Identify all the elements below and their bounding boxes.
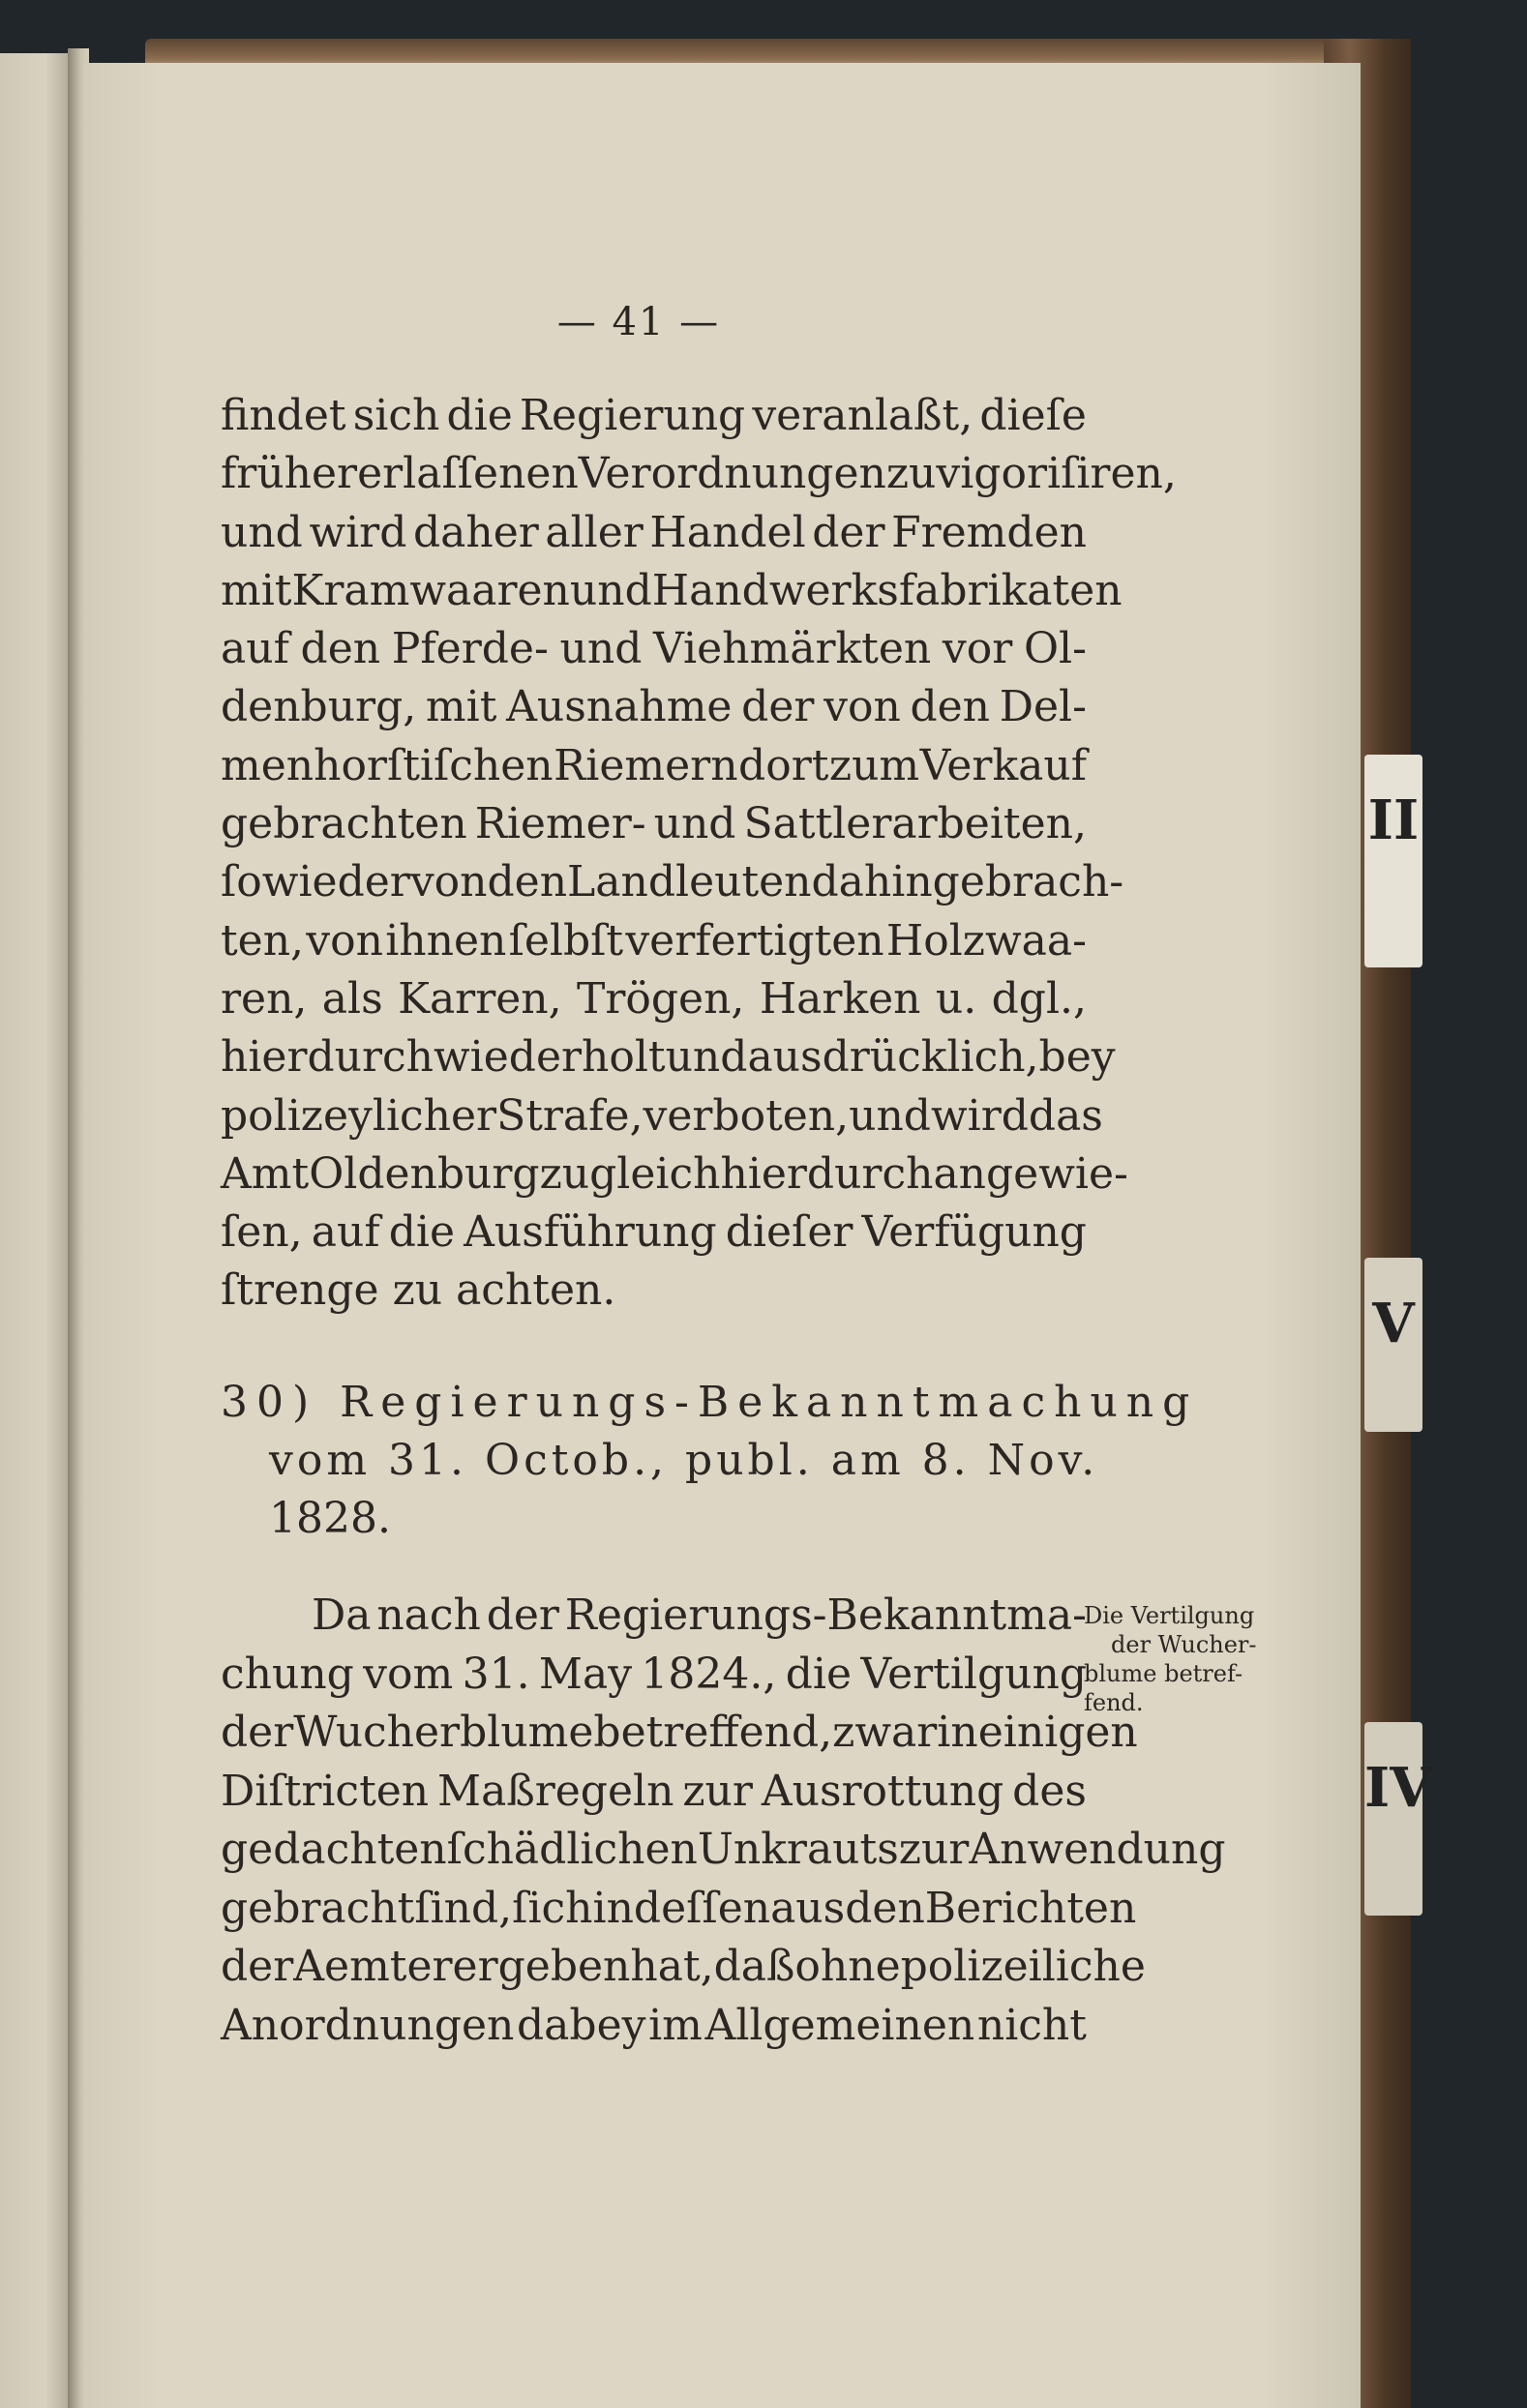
word: ſen,	[221, 1207, 303, 1258]
text-line	[221, 1145, 1128, 1204]
word: u.	[935, 973, 977, 1024]
word: wiederholt	[434, 1032, 666, 1083]
word: ausdrücklich,	[747, 1032, 1039, 1083]
left-page-edge	[0, 53, 75, 2408]
word: ſchädlichen	[446, 1825, 698, 1874]
word: dgl.,	[991, 973, 1087, 1024]
word: hierdurch	[720, 1148, 934, 1199]
word: und	[559, 624, 643, 674]
word: in	[937, 1708, 978, 1757]
word: Pferde-	[391, 624, 549, 674]
word: nicht	[976, 2000, 1087, 2050]
word: Wucherblume	[293, 1708, 594, 1757]
word: zur	[898, 1825, 970, 1874]
section-heading	[221, 1374, 1199, 1548]
word: Anwendung	[969, 1825, 1226, 1874]
text-line	[221, 678, 1087, 736]
word: 31.	[462, 1649, 530, 1699]
word: Riemern	[554, 740, 738, 790]
word: sich	[352, 391, 440, 440]
word: angewie-	[933, 1148, 1128, 1199]
word: gebracht	[221, 1883, 415, 1933]
word: ren,	[221, 973, 308, 1024]
word: aus	[770, 1883, 846, 1933]
word: des	[1012, 1766, 1087, 1816]
word: Holzwaa-	[885, 915, 1087, 966]
word: erlaſſenen	[357, 449, 579, 499]
word: Verordnungen	[578, 449, 886, 499]
word: zwar	[832, 1708, 938, 1757]
word: daß	[713, 1942, 795, 1991]
word: Del-	[999, 682, 1087, 732]
word: ſelbſt	[508, 915, 624, 966]
word: Regierungs-Bekanntma-	[564, 1590, 1087, 1640]
word: von	[409, 857, 488, 907]
word: Harken	[759, 973, 921, 1024]
word: dahin	[811, 857, 933, 907]
margin-note	[1084, 1601, 1306, 1717]
word: ſo	[221, 857, 262, 907]
text-line	[221, 1997, 1087, 2056]
word: polizeiliche	[900, 1942, 1146, 1991]
text-line	[221, 1880, 1137, 1939]
word: dort	[738, 740, 829, 790]
word: Riemer-	[474, 799, 646, 849]
word: Allgemeinen	[704, 2000, 975, 2050]
word: findet	[221, 391, 346, 440]
margin-note-line: Die Vertilgung	[1084, 1602, 1255, 1629]
text-line	[221, 387, 1087, 445]
word: Regierung	[519, 391, 746, 440]
text-line	[221, 1821, 1226, 1880]
word: chung	[221, 1649, 354, 1699]
word: dabey	[517, 2000, 646, 2050]
word: auf	[311, 1207, 380, 1258]
word: Oldenburg	[309, 1148, 540, 1199]
word: menhorſtiſchen	[221, 740, 554, 790]
word: von	[306, 915, 383, 966]
word: Karren,	[398, 973, 562, 1024]
word: die	[446, 391, 513, 440]
heading-title: 30) Regierungs-Bekanntmachung	[221, 1378, 1199, 1427]
word: den	[487, 857, 568, 907]
word: Sattlerarbeiten,	[743, 799, 1087, 849]
word: der	[337, 857, 410, 907]
word: den	[910, 682, 991, 732]
word: Ausrottung	[761, 1766, 1004, 1816]
word: früher	[221, 449, 358, 499]
word: indeſſen	[592, 1883, 771, 1933]
word: aller	[545, 507, 644, 557]
word: denburg,	[221, 682, 417, 732]
word: zugleich	[539, 1148, 721, 1199]
text-line	[221, 1204, 1087, 1262]
word: ſind,	[414, 1883, 513, 1933]
margin-note-line: der Wucher-	[1111, 1631, 1257, 1658]
margin-note-line: blume betref-	[1084, 1660, 1243, 1687]
word: Amt	[221, 1148, 310, 1199]
word: Handel	[649, 507, 806, 557]
word: vigoriſiren,	[936, 449, 1177, 499]
word: und	[653, 799, 736, 849]
word: vom	[363, 1649, 454, 1699]
text-line	[221, 620, 1087, 678]
word: Berichten	[924, 1883, 1137, 1933]
text-line	[221, 1646, 1087, 1705]
heading-date: vom 31. Octob., publ. am 8. Nov.	[269, 1436, 1099, 1485]
text-line	[221, 445, 1177, 503]
word: Vertilgung	[860, 1649, 1087, 1699]
word: Strafe,	[496, 1090, 644, 1141]
margin-note-line: fend.	[1084, 1689, 1144, 1716]
word: Viehmärkten	[653, 624, 932, 674]
word: Maßregeln	[437, 1766, 674, 1816]
word: Ausführung	[464, 1207, 717, 1258]
paragraph-1	[221, 387, 1177, 1321]
word: Ol-	[1023, 624, 1087, 674]
word: polizeylicher	[221, 1090, 497, 1141]
text-line	[221, 795, 1087, 853]
word: Verkauf	[919, 740, 1087, 790]
word: der	[221, 1708, 294, 1757]
word: gedachten	[221, 1825, 447, 1874]
word: einigen	[977, 1708, 1138, 1757]
word: und	[221, 507, 303, 557]
index-tab-4: IV	[1364, 1722, 1422, 1916]
word: Aemter	[293, 1942, 453, 1991]
page-number: — 41 —	[556, 300, 721, 344]
word: Ausnahme	[506, 682, 733, 732]
word: zum	[828, 740, 920, 790]
word: gebrach-	[932, 857, 1124, 907]
word: Landleuten	[567, 857, 812, 907]
word: mit	[221, 565, 292, 615]
word: das	[1028, 1090, 1103, 1141]
word: ten,	[221, 915, 305, 966]
word: wird	[930, 1090, 1029, 1141]
word: im	[648, 2000, 703, 2050]
text-line	[221, 504, 1087, 562]
word: der	[221, 1942, 294, 1991]
word: nach	[376, 1590, 481, 1640]
word: Da	[312, 1590, 372, 1640]
word: Trögen,	[577, 973, 745, 1024]
word: von	[823, 682, 901, 732]
word: wie	[261, 857, 338, 907]
word: und	[569, 565, 652, 615]
word: und	[665, 1032, 748, 1083]
word: mit	[425, 682, 497, 732]
word: und	[849, 1090, 931, 1141]
word: ihnen	[385, 915, 507, 966]
word: den	[300, 624, 381, 674]
text-line: ſtrenge zu achten.	[221, 1265, 616, 1316]
text-line	[221, 562, 1123, 620]
word: May	[538, 1649, 633, 1699]
word: zu	[885, 449, 937, 499]
word: Verfügung	[861, 1207, 1087, 1258]
index-tab-5: V	[1364, 1258, 1422, 1432]
word: die	[388, 1207, 456, 1258]
word: zur	[682, 1766, 753, 1816]
word: ohne	[794, 1942, 901, 1991]
heading-year: 1828.	[269, 1494, 391, 1543]
text-line	[221, 737, 1087, 795]
text-line	[221, 853, 1124, 911]
text-line	[221, 970, 1087, 1028]
word: verfertigten	[625, 915, 884, 966]
text-line	[221, 1587, 1087, 1646]
word: der	[812, 507, 885, 557]
word: verboten,	[643, 1090, 850, 1141]
word: hat,	[630, 1942, 714, 1991]
word: daher	[412, 507, 539, 557]
word: betreffend,	[593, 1708, 833, 1757]
word: veranlaßt,	[752, 391, 973, 440]
word: ergeben	[452, 1942, 631, 1991]
text-line	[221, 1704, 1138, 1763]
word: gebrachten	[221, 799, 467, 849]
word: dieſe	[979, 391, 1087, 440]
word: Kramwaaren	[291, 565, 570, 615]
word: der	[741, 682, 815, 732]
word: den	[845, 1883, 925, 1933]
text-line	[221, 912, 1087, 970]
word: hierdurch	[221, 1032, 434, 1083]
index-tab-2: II	[1364, 755, 1422, 967]
word: Unkrauts	[697, 1825, 899, 1874]
word: 1824.,	[641, 1649, 777, 1699]
text-line	[221, 1028, 1116, 1086]
word: Fremden	[891, 507, 1087, 557]
text-line	[221, 1938, 1146, 1997]
word: bey	[1038, 1032, 1116, 1083]
word: auf	[221, 624, 289, 674]
word: wird	[309, 507, 407, 557]
word: Anordnungen	[221, 2000, 515, 2050]
word: ſich	[512, 1883, 593, 1933]
word: die	[785, 1649, 852, 1699]
word: vor	[942, 624, 1013, 674]
word: Handwerksfabrikaten	[651, 565, 1123, 615]
text-line	[221, 1087, 1103, 1145]
word: Diſtricten	[221, 1766, 430, 1816]
text-line	[221, 1763, 1087, 1822]
word: als	[321, 973, 383, 1024]
word: dieſer	[725, 1207, 853, 1258]
paragraph-2	[221, 1587, 1226, 2055]
word: der	[486, 1590, 559, 1640]
